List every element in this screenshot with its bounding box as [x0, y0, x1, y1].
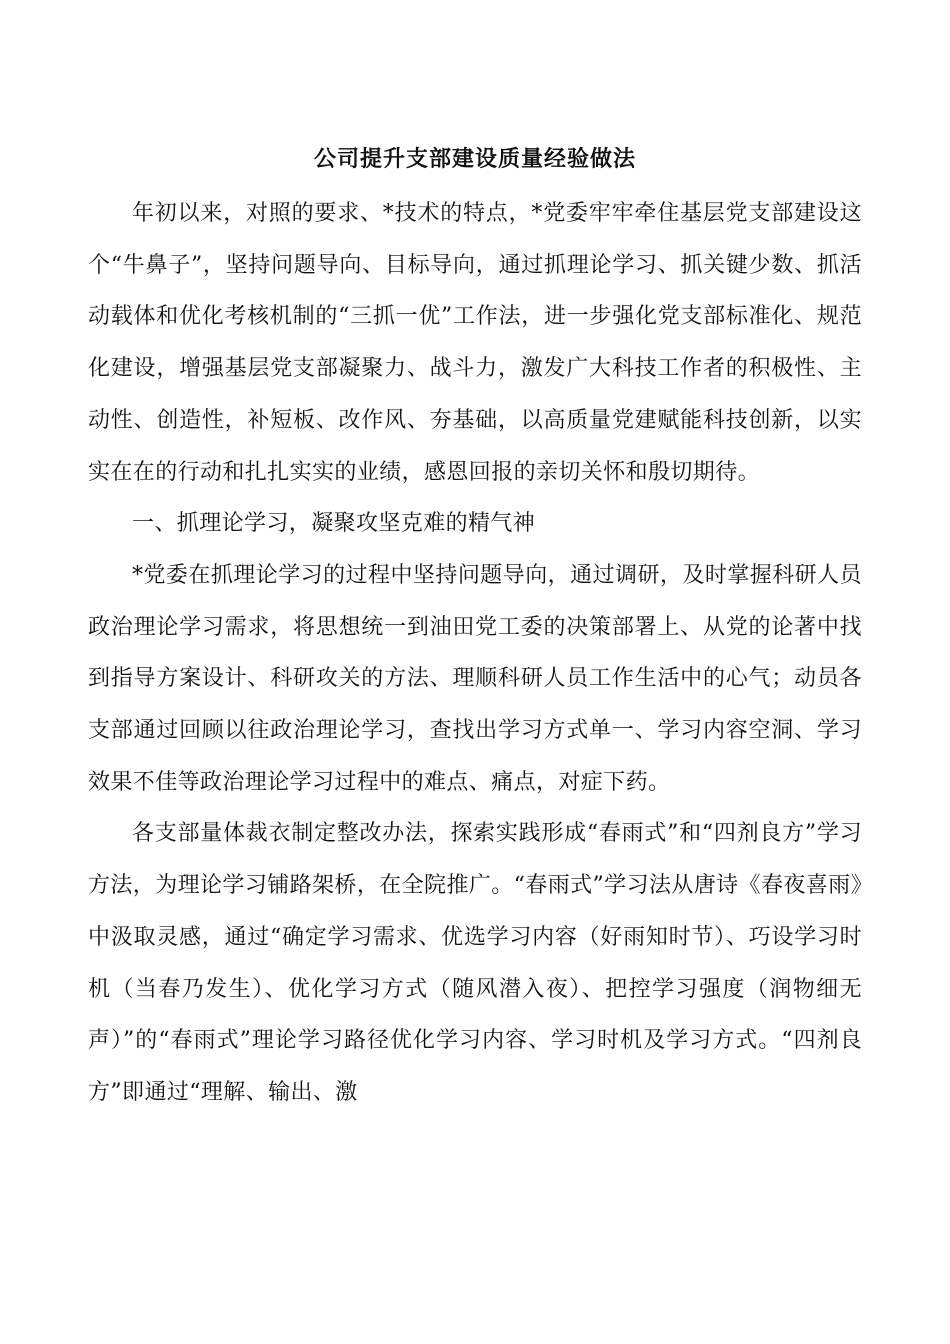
- document-title: 公司提升支部建设质量经验做法: [313, 146, 636, 172]
- paragraph-intro: 年初以来，对照的要求、*技术的特点，*党委牢牢牵住基层党支部建设这个“牛鼻子”，坚持问题导向、目标导向，通过抓理论学习、抓关键少数、抓活动载体和优化考核机制的“三抓一优”工作法，进一步强化党支部标准化、规范化建设，增强基层党支部凝聚力、战斗力，激发广大科技工作者的积极性、主动性、创造性，补短板、改作风、夯基础，以高质量党建赋能科技创新，以实实在在的行动和扎扎实实的业绩，感恩回报的亲切关怀和殷切期待。: [88, 201, 862, 485]
- paragraph-theory-study: *党委在抓理论学习的过程中坚持问题导向，通过调研，及时掌握科研人员政治理论学习需求，将思想统一到油田党工委的决策部署上、从党的论著中找到指导方案设计、科研攻关的方法、理顺科研人员工作生活中的心气；动员各支部通过回顾以往政治理论学习，查找出学习方式单一、学习内容空洞、学习效果不佳等政治理论学习过程中的难点、痛点，对症下药。: [88, 562, 862, 795]
- document-body: [88, 188, 862, 1119]
- section-heading-1: 一、抓理论学习，凝聚攻坚克难的精气神: [132, 511, 536, 537]
- paragraph-study-methods: 各支部量体裁衣制定整改办法，探索实践形成“春雨式”和“四剂良方”学习方法，为理论学习铺路架桥，在全院推广。“春雨式”学习法从唐诗《春夜喜雨》中汲取灵感，通过“确定学习需求、优选学习内容（好雨知时节）、巧设学习时机（当春乃发生）、优化学习方式（随风潜入夜）、把控学习强度（润物细无声）”的“春雨式”理论学习路径优化学习内容、学习时机及学习方式。“四剂良方”即通过“理解、输出、激: [88, 821, 862, 1105]
